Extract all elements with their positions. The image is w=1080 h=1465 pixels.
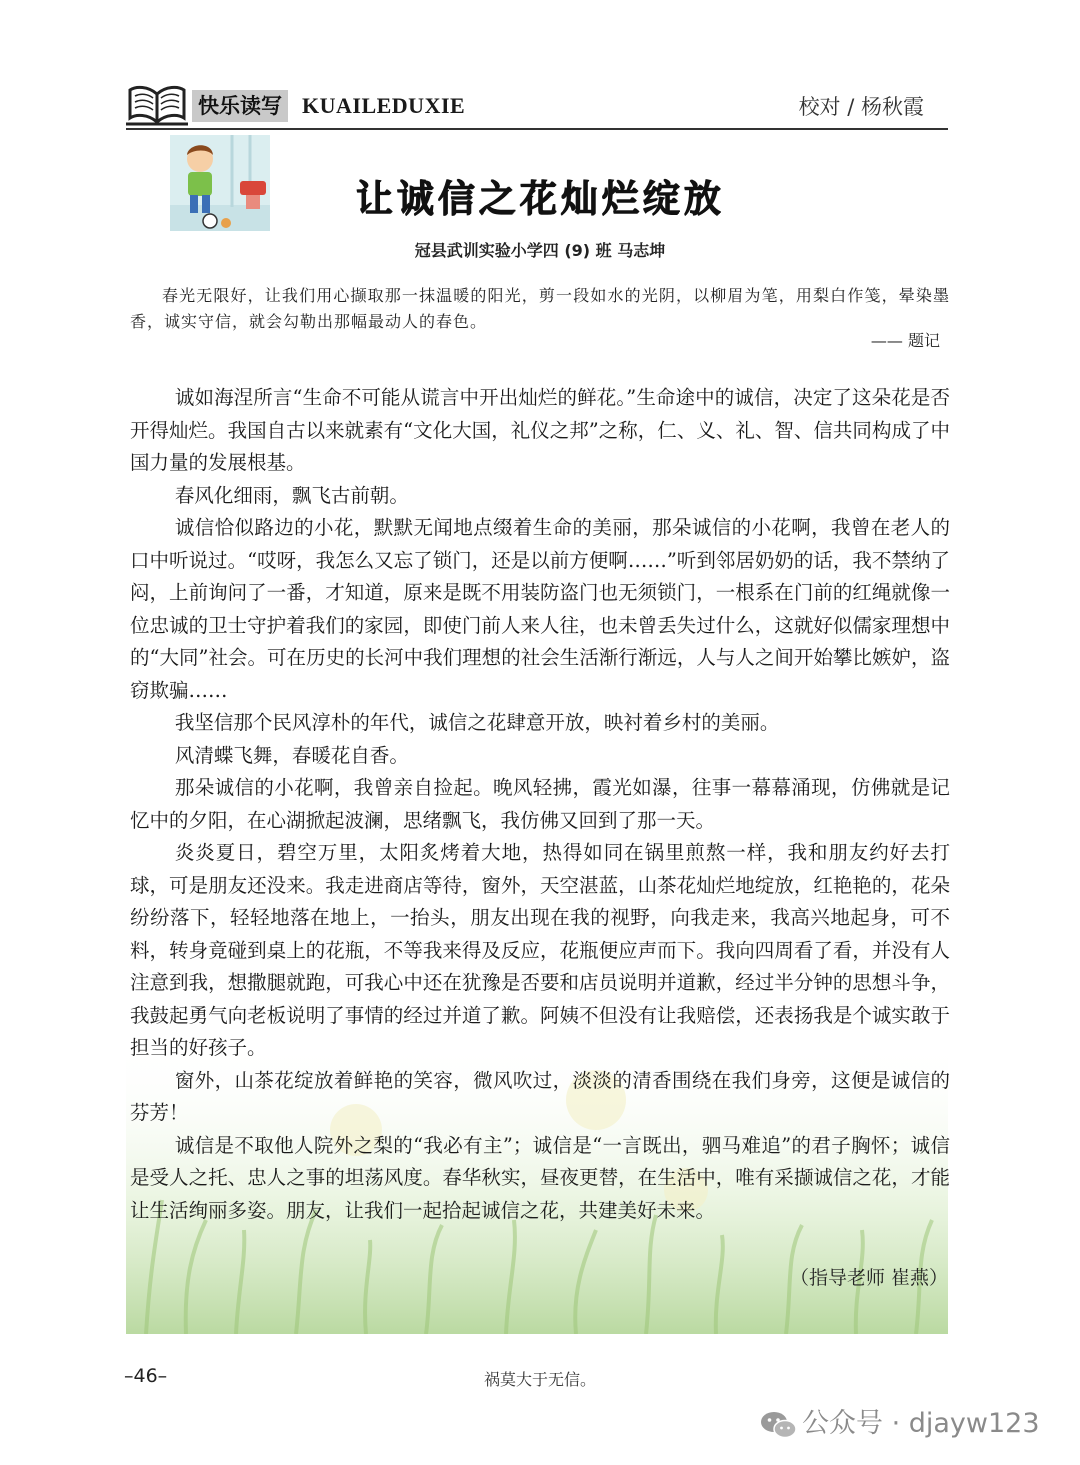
- paragraph: 窗外，山茶花绽放着鲜艳的笑容，微风吹过，淡淡的清香围绕在我们身旁，这便是诚信的芬芳！: [130, 1068, 950, 1124]
- boy-illustration: [170, 135, 270, 231]
- paragraph: 我坚信那个民风淳朴的年代，诚信之花肆意开放，映衬着乡村的美丽。: [174, 711, 780, 734]
- epigraph: 春光无限好，让我们用心撷取那一抹温暖的阳光，剪一段如水的光阴，以柳眉为笔，用梨白作笺，晕染墨香，诚实守信，就会勾勒出那幅最动人的春色。: [130, 286, 950, 331]
- paragraph: 春风化细雨，飘飞古前朝。: [174, 483, 409, 507]
- book-icon: [126, 82, 188, 126]
- paragraph: 那朵诚信的小花啊，我曾亲自捡起。晚风轻拂，霞光如瀑，往事一幕幕涌现，仿佛就是记忆中的夕阳，在心湖掀起波澜，思绪飘飞，我仿佛又回到了那一天。: [130, 776, 950, 832]
- wechat-icon: [760, 1410, 798, 1440]
- paragraph: 诚信恰似路边的小花，默默无闻地点缀着生命的美丽，那朵诚信的小花啊，我曾在老人的口中听说过。“哎呀，我怎么又忘了锁门，还是以前方便啊……”听到邻居奶奶的话，我不禁纳了闷，上前询问了一番，才知道，原来是既不用装防盗门也无须锁门，一根系在门前的红绳就像一位忠诚的卫士守护着我们的家园，即使门前人来人往，也未曾丢失过什么，这就好似儒家理想中的“大同”社会。可在历史的长河中我们理想的社会生活渐行渐远，人与人之间开始攀比嫉妒，盗窃欺骗……: [130, 516, 950, 702]
- instructor-credit: （指导老师 崔燕）: [789, 1267, 948, 1289]
- article-body: [130, 382, 950, 1227]
- watermark: [760, 1404, 1040, 1444]
- paragraph: 诚信是不取他人院外之梨的“我必有主”；诚信是“一言既出，驷马难追”的君子胸怀；诚信是受人之托、忠人之事的坦荡风度。春华秋实，昼夜更替，在生活中，唯有采撷诚信之花，才能让生活绚丽多姿。朋友，让我们一起拾起诚信之花，共建美好未来。: [130, 1133, 950, 1222]
- author-byline: 冠县武训实验小学四 (9) 班 马志坤: [414, 241, 666, 260]
- paragraph: 诚如海涅所言“生命不可能从谎言中开出灿烂的鲜花。”生命途中的诚信，决定了这朵花是否开得灿烂。我国自古以来就素有“文化大国，礼仪之邦”之称，仁、义、礼、智、信共同构成了中国力量的发展根基。: [130, 386, 950, 474]
- article-title: 让诚信之花灿烂绽放: [355, 177, 725, 220]
- paragraph: 炎炎夏日，碧空万里，太阳炙烤着大地，热得如同在锅里煎熬一样，我和朋友约好去打球，可是朋友还没来。我走进商店等待，窗外，天空湛蓝，山茶花灿烂地绽放，红艳艳的，花朵纷纷落下，轻轻地落在地上，一抬头，朋友出现在我的视野，向我走来，我高兴地起身，可不料，转身竟碰到桌上的花瓶，不等我来得及反应，花瓶便应声而下。我向四周看了看，并没有人注意到我，想撒腿就跑，可我心中还在犹豫是否要和店员说明并道歉，经过半分钟的思想斗争，我鼓起勇气向老板说明了事情的经过并道了歉。阿姨不但没有让我赔偿，还表扬我是个诚实敢于担当的好孩子。: [130, 841, 950, 1059]
- proofreader-credit: 校对 / 杨秋霞: [798, 95, 924, 119]
- paragraph: 风清蝶飞舞，春暖花自香。: [174, 743, 409, 767]
- page-number: –46–: [124, 1365, 168, 1387]
- watermark-text: 公众号 · djayw123: [802, 1408, 1040, 1439]
- column-name-cn: 快乐读写: [192, 90, 288, 122]
- header-divider: [126, 128, 948, 130]
- footer-motto: 祸莫大于无信。: [483, 1370, 596, 1389]
- page-header: [126, 80, 948, 130]
- column-name-en: KUAILEDUXIE: [302, 93, 466, 118]
- epigraph-source: —— 题记: [870, 331, 940, 350]
